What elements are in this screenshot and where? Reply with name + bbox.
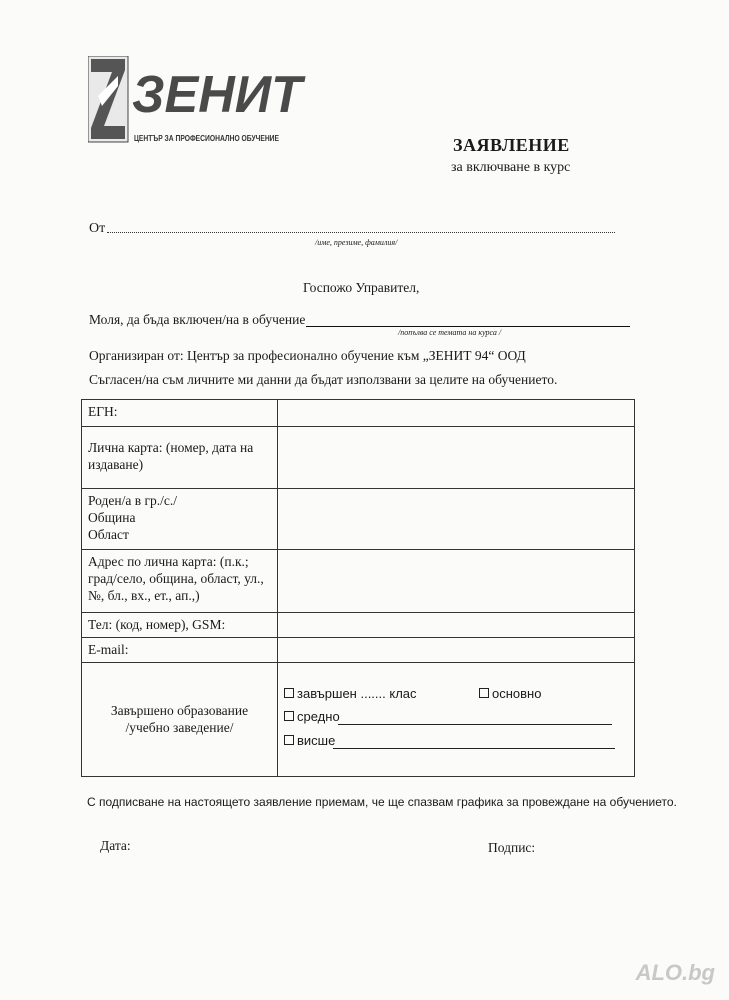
secondary-input-line[interactable] (338, 724, 612, 725)
organizer-text: Организиран от: Център за професионално обучение към „ЗЕНИТ 94“ ООД (89, 348, 526, 363)
id-card-field[interactable] (278, 427, 635, 489)
egn-label: ЕГН: (82, 400, 278, 427)
birth-field[interactable] (278, 489, 635, 550)
consent-text: Съгласен/на съм личните ми данни да бъдат използвани за целите на обучението. (89, 372, 558, 387)
request-text: Моля, да бъда включен/на в обучение (89, 312, 306, 327)
birth-region-label: Област (88, 527, 129, 543)
table-row (82, 662, 635, 776)
egn-field[interactable] (278, 400, 635, 427)
checkbox-icon[interactable] (284, 735, 294, 745)
birth-label (82, 489, 278, 550)
signature-label: Подпис: (488, 840, 536, 855)
option-primary-label: основно (492, 686, 542, 701)
table-row (82, 612, 635, 637)
option-primary[interactable] (479, 686, 541, 701)
zenit-z-logo-icon (88, 56, 128, 142)
notice-text: С подписване на настоящето заявление приемам, че ще спазвам графика за провеждане на обучението. (87, 795, 677, 809)
applicant-form-table (81, 399, 635, 777)
address-field[interactable] (278, 550, 635, 612)
option-higher-label: висше (297, 733, 336, 748)
table-row (82, 550, 635, 612)
birth-municipality-label: Община (88, 510, 136, 526)
document-title: ЗАЯВЛЕНИЕ (453, 135, 570, 155)
address-label: Адрес по лична карта: (п.к.; град/село, община, област, ул., №, бл., вх., ет., ап.,) (82, 550, 278, 612)
education-label (82, 662, 278, 776)
document-subtitle: за включване в курс (451, 160, 571, 175)
higher-input-line[interactable] (333, 748, 615, 749)
table-row (82, 427, 635, 489)
phone-label: Тел: (код, номер), GSM: (82, 612, 278, 637)
logo-name: ЗЕНИТ (132, 66, 307, 124)
option-secondary[interactable] (284, 709, 340, 724)
from-label: От (89, 221, 106, 236)
email-label: E-mail: (82, 637, 278, 662)
from-input-line[interactable] (107, 232, 615, 233)
education-label-line1: Завършено образование (110, 703, 249, 719)
watermark-logo: ALO.bg (635, 960, 715, 985)
option-higher[interactable] (284, 733, 335, 748)
checkbox-icon[interactable] (479, 688, 489, 698)
from-hint: /име, презиме, фамилия/ (315, 238, 398, 247)
table-row (82, 637, 635, 662)
table-row (82, 400, 635, 427)
email-field[interactable] (278, 637, 635, 662)
phone-field[interactable] (278, 612, 635, 637)
date-label: Дата: (100, 838, 131, 853)
greeting: Госпожо Управител, (303, 280, 420, 295)
checkbox-icon[interactable] (284, 711, 294, 721)
education-label-line2: /учебно заведение/ (125, 720, 234, 736)
logo-tagline: ЦЕНТЪР ЗА ПРОФЕСИОНАЛНО ОБУЧЕНИЕ (134, 134, 280, 143)
option-secondary-label: средно (297, 709, 340, 724)
course-hint: /попълва се темата на курса / (398, 328, 502, 337)
option-completed-class[interactable] (284, 686, 417, 701)
checkbox-icon[interactable] (284, 688, 294, 698)
zenit-logo (88, 56, 313, 148)
id-card-label: Лична карта: (номер, дата на издаване) (82, 427, 278, 489)
option-completed-class-label: завършен ....... клас (297, 686, 417, 701)
course-input-line[interactable] (306, 326, 630, 327)
table-row (82, 489, 635, 550)
birth-place-label: Роден/а в гр./с./ (88, 493, 178, 509)
